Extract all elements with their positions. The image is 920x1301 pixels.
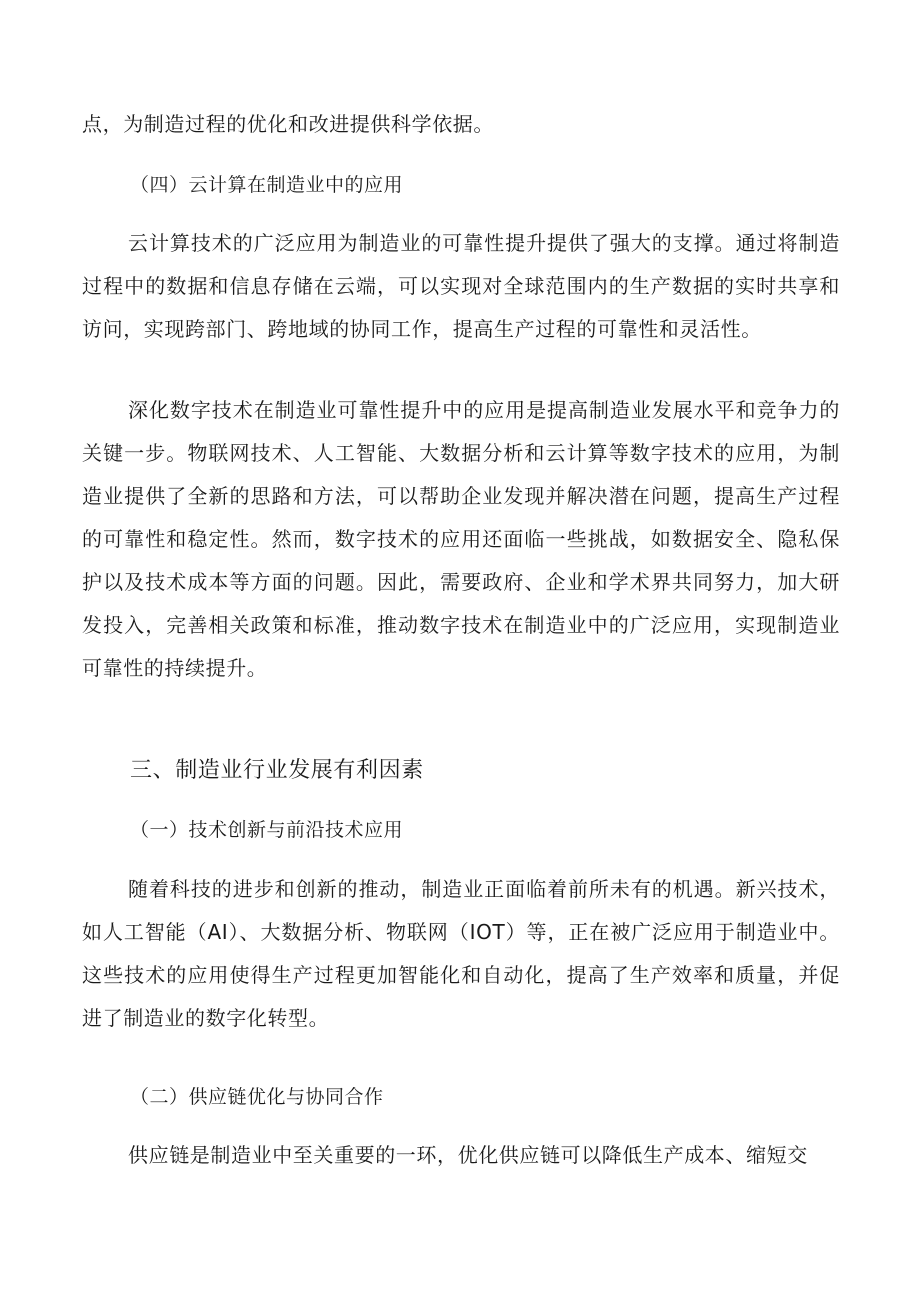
paragraph-cloud-computing: 云计算技术的广泛应用为制造业的可靠性提升提供了强大的支撑。通过将制造过程中的数据和信息存储在云端，可以实现对全球范围内的生产数据的实时共享和访问，实现跨部门、跨地域的协同工作，提高生产过程的可靠性和灵活性。 — [82, 231, 840, 341]
paragraph-summary: 深化数字技术在制造业可靠性提升中的应用是提高制造业发展水平和竞争力的关键一步。物联网技术、人工智能、大数据分析和云计算等数字技术的应用，为制造业提供了全新的思路和方法，可以帮助企业发现并解决潜在问题，提高生产过程的可靠性和稳定性。然而，数字技术的应用还面临一些挑战，如数据安全、隐私保护以及技术成本等方面的问题。因此，需要政府、企业和学术界共同努力，加大研发投入，完善相关政策和标准，推动数字技术在制造业中的广泛应用，实现制造业可靠性的持续提升。 — [82, 398, 840, 680]
paragraph-tech-innovation: 随着科技的进步和创新的推动，制造业正面临着前所未有的机遇。新兴技术，如人工智能（AI）、大数据分析、物联网（IOT）等，正在被广泛应用于制造业中。这些技术的应用使得生产过程更加智能化和自动化，提高了生产效率和质量，并促进了制造业的数字化转型。 — [82, 877, 840, 1030]
subsection-heading-cloud: （四）云计算在制造业中的应用 — [130, 174, 404, 196]
subsection-heading-tech-innovation: （一）技术创新与前沿技术应用 — [130, 819, 404, 841]
subsection-heading-supply-chain: （二）供应链优化与协同合作 — [130, 1086, 384, 1108]
section-heading-favorable-factors: 三、制造业行业发展有利因素 — [130, 758, 424, 783]
paragraph-continuation: 点，为制造过程的优化和改进提供科学依据。 — [82, 112, 494, 136]
paragraph-supply-chain: 供应链是制造业中至关重要的一环，优化供应链可以降低生产成本、缩短交 — [128, 1143, 808, 1167]
